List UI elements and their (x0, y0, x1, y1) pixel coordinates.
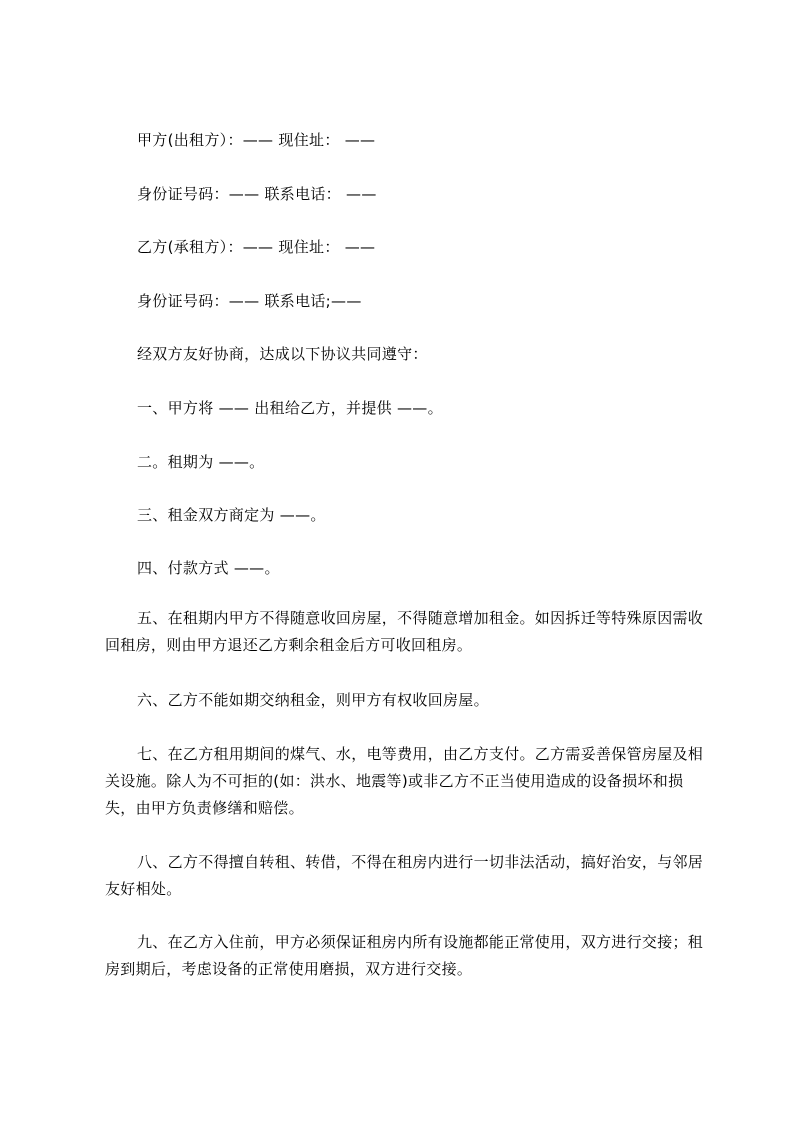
clause-2: 二。租期为 ——。 (137, 453, 265, 471)
clause-4: 四、付款方式 ——。 (137, 559, 280, 577)
clause-5: 五、在租期内甲方不得随意收回房屋，不得随意增加租金。如因拆迁等特殊原因需收回租房，则由甲方退还乙方剩余租金后方可收回租房。 (105, 609, 704, 654)
clause-9: 九、在乙方入住前，甲方必须保证租房内所有设施都能正常使用，双方进行交接；租房到期后，考虑设备的正常使用磨损，双方进行交接。 (105, 933, 704, 978)
lessor-id-phone-line: 身份证号码：—— 联系电话： —— (137, 185, 377, 203)
clause-8: 八、乙方不得擅自转租、转借，不得在租房内进行一切非法活动，搞好治安，与邻居友好相处。 (105, 853, 704, 898)
clause-3: 三、租金双方商定为 ——。 (137, 506, 326, 524)
intro-text: 经双方友好协商，达成以下协议共同遵守： (137, 345, 428, 363)
lessee-info-line: 乙方(承租方）：—— 现住址： —— (137, 238, 376, 256)
lessor-info-line: 甲方(出租方）：—— 现住址： —— (137, 131, 376, 149)
clause-7: 七、在乙方租用期间的煤气、水，电等费用，由乙方支付。乙方需妥善保管房屋及相关设施。除人为不可拒的(如：洪水、地震等)或非乙方不正当使用造成的设备损坏和损失，由甲方负责修缮和赔偿。 (105, 745, 704, 817)
clause-1: 一、甲方将 —— 出租给乙方，并提供 ——。 (137, 399, 443, 417)
lessee-id-phone-line: 身份证号码：—— 联系电话;—— (137, 292, 362, 310)
clause-6: 六、乙方不能如期交纳租金，则甲方有权收回房屋。 (137, 691, 489, 709)
